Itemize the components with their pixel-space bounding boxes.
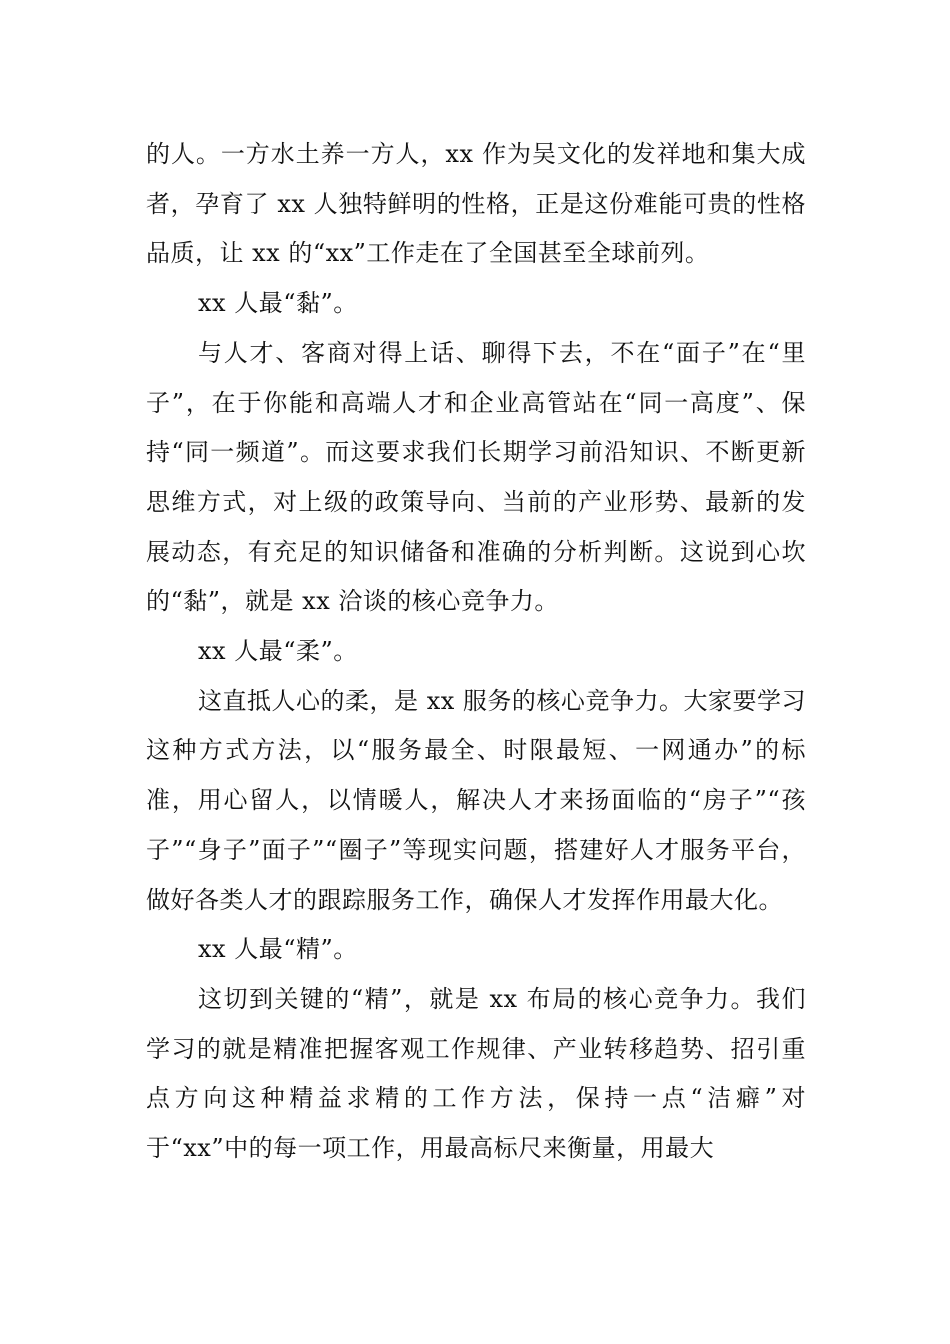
paragraph-4: 这切到关键的“精”，就是 xx 布局的核心竞争力。我们学习的就是精准把握客观工作规律、产业转移趋势、招引重点方向这种精益求精的工作方法，保持一点“洁癖”对于“xx”中的每一项工作，用最高标尺来衡量，用最大 [146,984,806,1163]
paragraph-3: 这直抵人心的柔，是 xx 服务的核心竞争力。大家要学习这种方式方法，以“服务最全、时限最短、一网通办”的标准，用心留人，以情暖人，解决人才来扬面临的“房子”“孩子”“身子”面子”“圈子”等现实问题，搭建好人才服务平台，做好各类人才的跟踪服务工作，确保人才发挥作用最大化。 [146,686,806,914]
paragraph-1: 的人。一方水土养一方人，xx 作为吴文化的发祥地和集大成者，孕育了 xx 人独特鲜明的性格，正是这份难能可贵的性格品质，让 xx 的“xx”工作走在了全国甚至全球前列。 [146,140,806,268]
heading-rou: xx 人最“柔”。 [198,637,358,666]
paragraph-2: 与人才、客商对得上话、聊得下去，不在“面子”在“里子”，在于你能和高端人才和企业高管站在“同一高度”、保持“同一频道”。而这要求我们长期学习前沿知识、不断更新思维方式，对上级的政策导向、当前的产业形势、最新的发展动态，有充足的知识储备和准确的分析判断。这说到心坎的“黏”，就是 xx 洽谈的核心竞争力。 [146,338,806,616]
document-body [146,130,806,1174]
heading-nian: xx 人最“黏”。 [198,289,358,318]
heading-jing: xx 人最“精”。 [198,935,358,964]
